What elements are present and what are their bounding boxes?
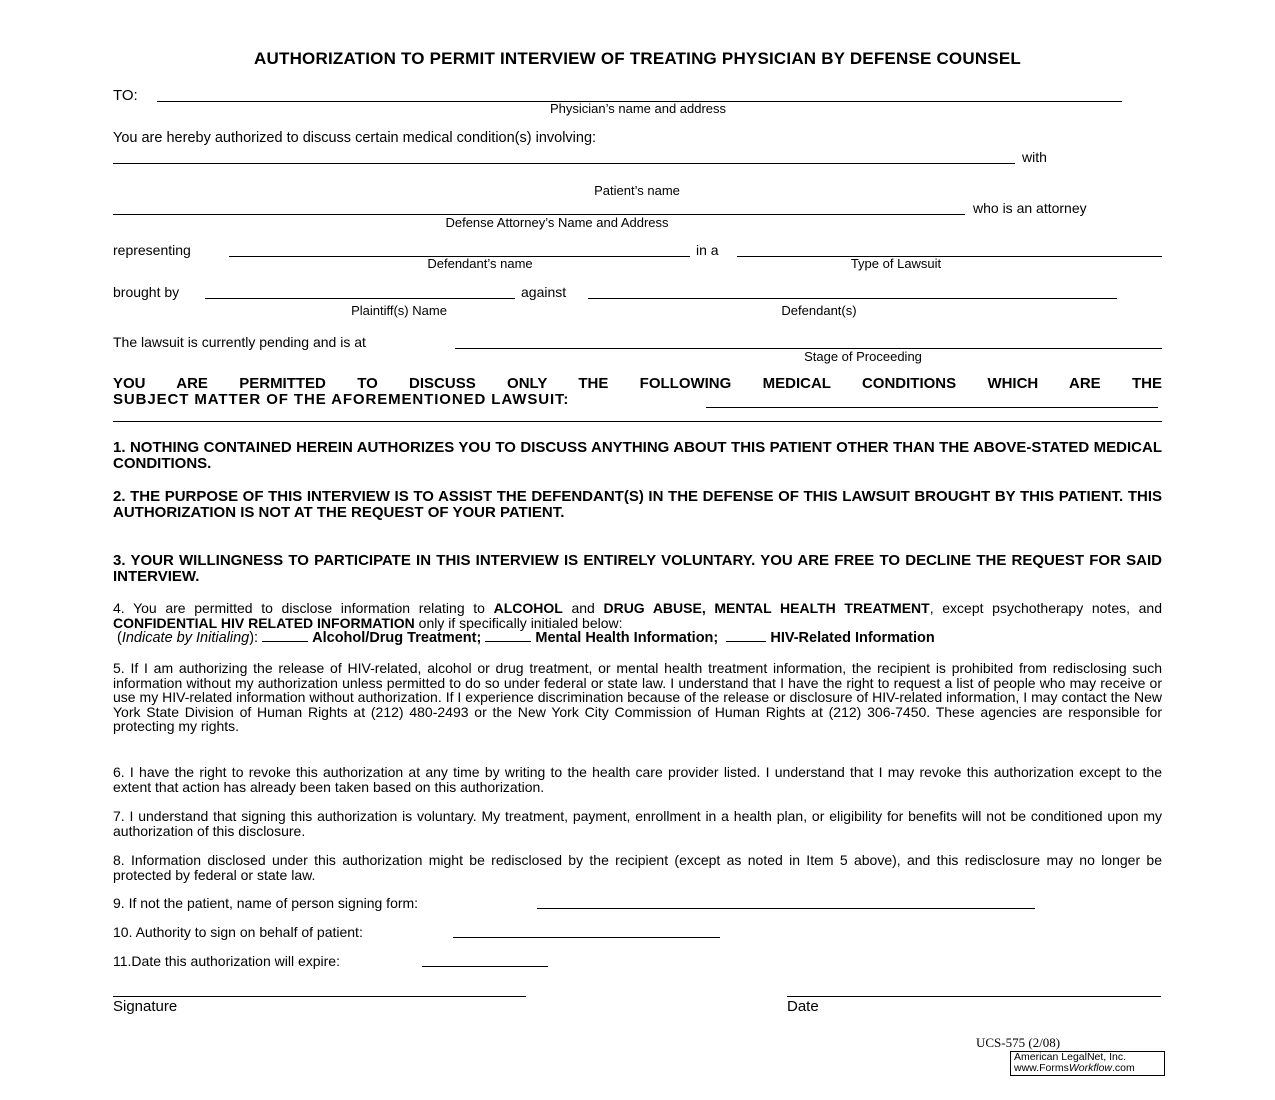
publisher-box [1010,1051,1165,1076]
defendants-field[interactable] [588,298,1117,299]
item-4-text: and [562,600,604,616]
item-4 [113,601,1162,630]
permitted-line-2: SUBJECT MATTER OF THE AFOREMENTIONED LAWSUIT: [113,391,570,408]
alcohol-bold: ALCOHOL [493,600,563,616]
date-label: Date [787,998,819,1015]
item-2: 2. THE PURPOSE OF THIS INTERVIEW IS TO ASSIST THE DEFENDANT(S) IN THE DEFENSE OF THIS LAWSUIT BROUGHT BY THIS PATIENT. THIS AUTHORIZATION IS NOT AT THE REQUEST OF YOUR PATIENT. [113,488,1162,521]
item-6: 6. I have the right to revoke this authorization at any time by writing to the health care provider listed. I understand that I may revoke this authorization except to the extent that action has already been taken based on this authorization. [113,764,1162,795]
alcohol-option: Alcohol/Drug Treatment; [312,630,482,646]
item-7: 7. I understand that signing this authorization is voluntary. My treatment, payment, enrollment in a health plan, or eligibility for benefits will not be conditioned upon my authorization of this disclosure. [113,808,1162,839]
hiv-bold: CONFIDENTIAL HIV RELATED INFORMATION [113,614,415,631]
lawsuit-type-caption: Type of Lawsuit [850,256,942,271]
expiry-date-field[interactable] [422,966,548,967]
item-5: 5. If I am authorizing the release of HIV-related, alcohol or drug treatment, or mental health treatment information, the recipient is prohibited from redisclosing such information without my authorization unless permitted to do so under federal or state law. I understand that I have the right to request a list of people who may receive or use my HIV-related information without authorization. If I experience discrimination because of the release or disclosure of HIV-related information, I may contact the New York State Division of Human Rights at (212) 480-2493 or the New York City Commission of Human Rights at (212) 306-7450. These agencies are responsible for protecting my rights. [113,660,1162,735]
hiv-initial-field[interactable] [726,641,766,642]
authority-field[interactable] [453,937,720,938]
alcohol-initial-field[interactable] [262,641,308,642]
authorized-text: You are hereby authorized to discuss certain medical condition(s) involving: [113,130,597,146]
publisher-url [1014,1063,1164,1074]
form-title: AUTHORIZATION TO PERMIT INTERVIEW OF TREATING PHYSICIAN BY DEFENSE COUNSEL [254,49,1021,68]
hiv-option: HIV-Related Information [770,630,935,646]
signature-label: Signature [113,998,178,1015]
to-label: TO: [113,87,138,104]
drug-mental-bold: DRUG ABUSE, MENTAL HEALTH TREATMENT [603,600,930,616]
defendant-caption: Defendant’s name [427,256,533,271]
url-italic: Workflow [1068,1062,1113,1074]
stage-caption: Stage of Proceeding [804,349,922,364]
who-attorney-text: who is an attorney [973,200,1087,216]
form-code: UCS-575 (2/08) [976,1035,1061,1050]
plaintiff-caption: Plaintiff(s) Name [351,303,447,318]
permitted-line-1: YOU ARE PERMITTED TO DISCUSS ONLY THE FOLLOWING MEDICAL CONDITIONS WHICH ARE THE [113,375,1162,392]
mental-option: Mental Health Information; [535,630,719,646]
item-10: 10. Authority to sign on behalf of patient: [113,924,363,940]
patient-field[interactable] [113,163,1015,164]
item-4-text: only if specifically initialed below: [414,614,623,631]
item-9: 9. If not the patient, name of person signing form: [113,895,419,911]
medical-conditions-field[interactable] [706,407,1158,408]
initial-row: (Indicate by Initialing): Alcohol/Drug Treatment; Mental Health Information; HIV-Related Information [117,630,935,646]
lawsuit-type-field[interactable] [737,256,1162,257]
item-4-text: 4. You are permitted to disclose information relating to [113,600,494,616]
plaintiff-field[interactable] [205,298,515,299]
brought-by-text: brought by [113,284,180,300]
item-8: 8. Information disclosed under this authorization might be redisclosed by the recipient (except as noted in Item 5 above), and this redisclosure may no longer be protected by federal or state law. [113,852,1162,883]
defense-caption: Defense Attorney’s Name and Address [445,215,669,230]
url-suffix: .com [1112,1062,1135,1074]
pending-text: The lawsuit is currently pending and is at [113,334,366,350]
physician-caption: Physician’s name and address [549,101,727,116]
medical-conditions-field-2[interactable] [113,421,1162,422]
defendants-caption: Defendant(s) [781,303,857,318]
with-text: with [1022,149,1047,165]
signature-field[interactable] [113,996,526,997]
signer-name-field[interactable] [537,908,1035,909]
mental-initial-field[interactable] [485,641,531,642]
url-prefix: www.Forms [1014,1062,1069,1074]
against-text: against [521,284,567,300]
item-1: 1. NOTHING CONTAINED HEREIN AUTHORIZES YOU TO DISCUSS ANYTHING ABOUT THIS PATIENT OTHER THAN THE ABOVE-STATED MEDICAL CONDITIONS. [113,439,1162,472]
item-4-text: , except psychotherapy notes, and [929,600,1163,616]
date-field[interactable] [787,996,1161,997]
publisher-name: American LegalNet, Inc. [1014,1051,1127,1063]
in-a-text: in a [696,242,719,258]
item-11: 11.Date this authorization will expire: [113,953,340,969]
indicate-text: Indicate by Initialing [121,630,250,646]
patient-caption: Patient’s name [594,183,680,198]
representing-text: representing [113,242,191,258]
item-3: 3. YOUR WILLINGNESS TO PARTICIPATE IN THIS INTERVIEW IS ENTIRELY VOLUNTARY. YOU ARE FREE TO DECLINE THE REQUEST FOR SAID INTERVIEW. [113,552,1162,585]
